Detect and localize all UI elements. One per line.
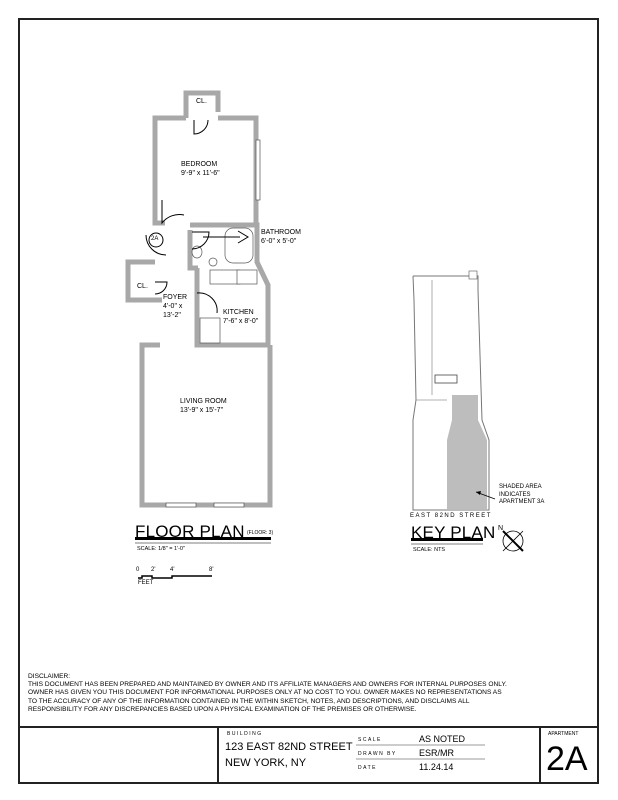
note-line: APARTMENT 3A <box>499 499 545 505</box>
key-plan-stairs <box>435 375 457 383</box>
room-name: BEDROOM <box>181 161 218 168</box>
room-label-bedroom <box>181 160 220 178</box>
scale-value: AS NOTED <box>419 734 466 744</box>
address-line-1: 123 EAST 82ND STREET <box>225 741 353 753</box>
title-block-lines <box>18 727 599 784</box>
key-plan-title: KEY PLAN <box>411 523 496 542</box>
floor-plan-title: FLOOR PLAN <box>135 522 245 541</box>
room-dims: 4'-0" x <box>163 303 183 310</box>
date-value: 11.24.14 <box>419 762 454 772</box>
room-label-closet-2: CL. <box>137 283 148 290</box>
shaded-apartment-area <box>447 395 487 509</box>
street-label: EAST 82ND STREET <box>410 513 492 519</box>
living-room-window <box>214 503 244 507</box>
bedroom-window <box>256 140 260 200</box>
door-swing <box>194 120 208 134</box>
scale-tick: 8' <box>209 567 214 573</box>
room-dims: 9'-9" x 11'-6" <box>181 170 220 177</box>
room-dims: 13'-9" x 15'-7" <box>180 407 224 414</box>
scale-tick: 4' <box>170 567 175 573</box>
disclaimer-line: TO THE ACCURACY OF ANY OF THE INFORMATION CONTAINED IN THE WITHIN SKETCH, NOTES, AND DESCRIPTIONS, AND DISCLAIMS ALL <box>28 697 470 705</box>
room-name: LIVING ROOM <box>180 398 227 405</box>
building-label: BUILDING <box>227 731 263 737</box>
north-label: N <box>498 525 504 532</box>
disclaimer-line: THIS DOCUMENT HAS BEEN PREPARED AND MAINTAINED BY OWNER AND ITS AFFILIATE MANAGERS AND OWNERS FOR INTERNAL PURPOSES ONLY. <box>28 681 507 689</box>
key-plan-scale: SCALE: NTS <box>413 547 446 553</box>
apartment-label: APARTMENT <box>548 731 579 737</box>
address-line-2: NEW YORK, NY <box>225 757 307 769</box>
room-dims: 6'-0" x 5'-0" <box>261 238 297 245</box>
bathtub <box>225 228 253 263</box>
apartment-number: 2A <box>546 740 588 778</box>
bedroom-wall-right <box>218 118 256 223</box>
living-room-wall <box>142 345 270 505</box>
room-label-foyer <box>163 293 187 320</box>
door-swing <box>197 293 217 313</box>
disclaimer-heading: DISCLAIMER: <box>28 673 71 680</box>
room-name: FOYER <box>163 294 188 301</box>
scale-unit: FEET <box>138 580 154 586</box>
scale-bar <box>138 576 212 578</box>
disclaimer-line: RESPONSIBILITY FOR ANY DISCREPANCIES BASED UPON A PHYSICAL EXAMINATION OF THE PREMISES OR OTHERWISE. <box>28 705 417 713</box>
floor-note: (FLOOR: 3) <box>247 530 274 536</box>
key-plan-drawing <box>413 271 495 510</box>
key-plan-note <box>499 484 544 507</box>
drawn-by-label: DRAWN BY <box>358 751 397 757</box>
stove <box>237 270 257 284</box>
room-dims: 7'-6" x 8'-0" <box>223 318 259 325</box>
room-label-living-room <box>180 397 227 415</box>
room-label-kitchen <box>223 308 258 326</box>
room-label-bathroom <box>261 228 301 246</box>
scale-tick: 2' <box>151 567 156 573</box>
room-dims: 13'-2" <box>163 312 181 319</box>
room-label-closet: CL. <box>196 98 207 105</box>
refrigerator <box>200 318 220 343</box>
disclaimer-line: OWNER HAS GIVEN YOU THIS DOCUMENT FOR INFORMATIONAL PURPOSES ONLY AT NO COST TO YOU. OWNER MAKES NO REPRESENTATIONS AS <box>28 689 502 697</box>
room-name: KITCHEN <box>223 309 254 316</box>
living-room-window <box>166 503 196 507</box>
floor-plan-scale: SCALE: 1/8" = 1'-0" <box>137 546 185 552</box>
key-plan-marker <box>469 271 477 279</box>
scale-tick: 0 <box>136 567 140 573</box>
date-label: DATE <box>358 765 377 771</box>
room-name: BATHROOM <box>261 229 301 236</box>
bathroom-sink <box>209 258 217 266</box>
scale-label: SCALE <box>358 737 382 743</box>
disclaimer <box>28 673 598 714</box>
drawn-by-value: ESR/MR <box>419 748 455 758</box>
entry-tag: 2A <box>151 236 159 242</box>
north-arrow-icon <box>503 531 523 551</box>
kitchen-sink <box>210 270 240 284</box>
note-line: SHADED AREA <box>499 484 542 490</box>
door-swing <box>162 200 184 223</box>
note-line: INDICATES <box>499 491 531 498</box>
